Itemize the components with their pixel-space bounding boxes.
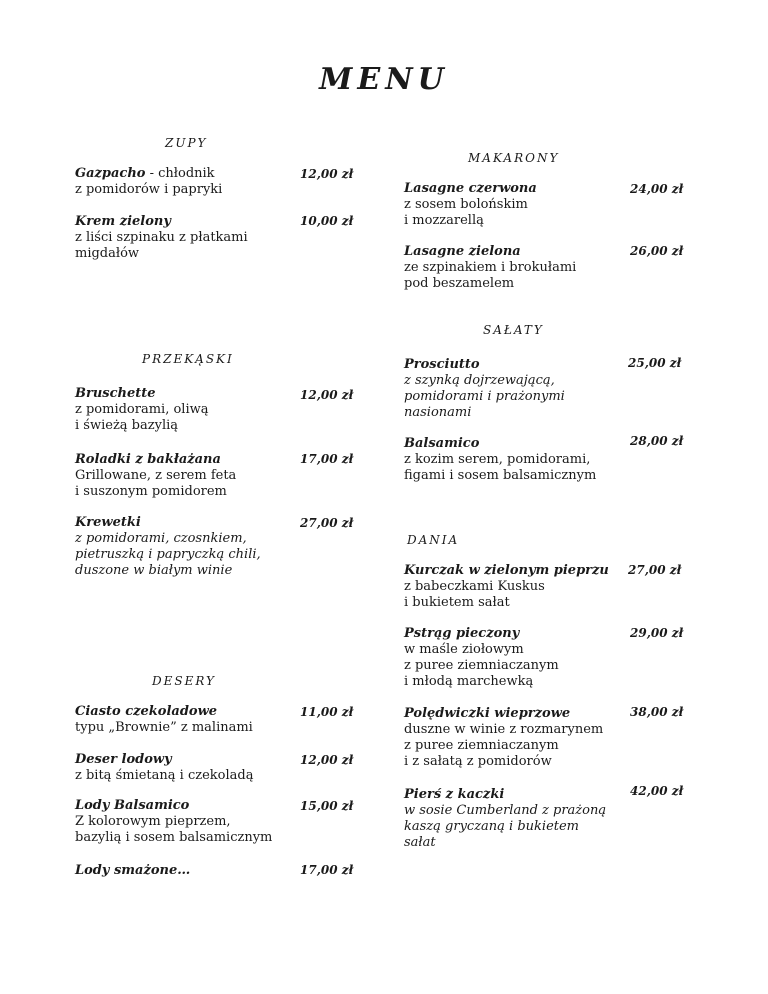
item-price: 11,00 zł xyxy=(300,705,354,719)
item-desc: z liści szpinaku z płatkami xyxy=(75,230,248,245)
item-price: 12,00 zł xyxy=(300,388,354,402)
item-desc: Grillowane, z serem feta xyxy=(75,468,237,483)
item-desc: pietruszką i papryczką chili, xyxy=(75,547,261,562)
item-desc: z puree ziemniaczanym xyxy=(404,738,559,753)
item-price: 15,00 zł xyxy=(300,799,354,813)
menu-item-krewetki xyxy=(75,515,261,579)
item-name: Pierś z kaczki xyxy=(404,787,505,802)
item-desc: kaszą gryczaną i bukietem xyxy=(404,819,580,834)
item-desc: nasionami xyxy=(404,405,472,420)
item-desc: w maśle ziołowym xyxy=(404,642,524,657)
section-header-makarony: MAKARONY xyxy=(468,151,560,165)
item-name: Ciasto czekoladowe xyxy=(75,704,218,719)
item-price: 38,00 zł xyxy=(630,705,684,719)
item-price: 12,00 zł xyxy=(300,167,354,181)
item-price: 17,00 zł xyxy=(300,452,354,466)
menu-item-lasagne-czerwona xyxy=(404,181,537,229)
item-desc: w sosie Cumberland z prażoną xyxy=(404,803,607,818)
menu-item-pstrag xyxy=(404,626,559,690)
menu-item-kurczak xyxy=(404,563,609,611)
item-price: 25,00 zł xyxy=(628,356,682,370)
item-price: 26,00 zł xyxy=(630,244,684,258)
item-desc: z puree ziemniaczanym xyxy=(404,658,559,673)
menu-item-lody-balsamico xyxy=(75,798,272,846)
menu-item-prosciutto xyxy=(404,357,565,421)
menu-item-bruschette xyxy=(75,386,209,434)
item-price: 10,00 zł xyxy=(300,214,354,228)
item-desc: pomidorami i prażonymi xyxy=(404,389,565,404)
item-desc: Z kolorowym pieprzem, xyxy=(75,814,231,829)
item-name: Gazpacho xyxy=(75,166,146,181)
item-name: Prosciutto xyxy=(404,357,480,372)
item-name: Pstrąg pieczony xyxy=(404,626,520,641)
item-name-suffix: - chłodnik xyxy=(145,166,215,181)
section-header-zupy: ZUPY xyxy=(165,136,208,150)
item-price: 12,00 zł xyxy=(300,753,354,767)
menu-item-lasagne-zielona xyxy=(404,244,576,292)
item-price: 29,00 zł xyxy=(630,626,684,640)
item-desc: i suszonym pomidorem xyxy=(75,484,227,499)
item-price: 27,00 zł xyxy=(628,563,682,577)
item-desc: i bukietem sałat xyxy=(404,595,510,610)
item-desc: duszone w białym winie xyxy=(75,563,233,578)
section-header-desery: DESERY xyxy=(152,674,216,688)
menu-item-gazpacho xyxy=(75,166,222,198)
item-desc: typu „Brownie” z malinami xyxy=(75,720,253,735)
item-name: Krem zielony xyxy=(75,214,171,229)
item-desc: z szynką dojrzewającą, xyxy=(404,373,555,388)
item-desc: migdałów xyxy=(75,246,140,261)
item-desc: bazylią i sosem balsamicznym xyxy=(75,830,273,845)
item-desc: duszne w winie z rozmarynem xyxy=(404,722,604,737)
item-desc: figami i sosem balsamicznym xyxy=(404,468,597,483)
menu-item-krem-zielony xyxy=(75,214,248,262)
item-desc: sałat xyxy=(404,835,436,850)
item-desc: i młodą marchewką xyxy=(404,674,534,689)
item-desc: i mozzarellą xyxy=(404,213,484,228)
item-desc: i z sałatą z pomidorów xyxy=(404,754,552,769)
item-name: Krewetki xyxy=(75,515,141,530)
menu-item-poledwiczki xyxy=(404,706,603,770)
item-desc: z babeczkami Kuskus xyxy=(404,579,545,594)
item-name: Deser lodowy xyxy=(75,752,172,767)
item-name: Bruschette xyxy=(75,386,156,401)
item-desc: z sosem bolońskim xyxy=(404,197,528,212)
item-desc: z kozim serem, pomidorami, xyxy=(404,452,591,467)
menu-item-ciasto xyxy=(75,704,253,736)
item-desc: ze szpinakiem i brokułami xyxy=(404,260,577,275)
section-header-salaty: SAŁATY xyxy=(483,323,544,337)
item-price: 42,00 zł xyxy=(630,784,684,798)
menu-title: MENU xyxy=(319,62,449,97)
item-desc: pod beszamelem xyxy=(404,276,515,291)
item-name: Lasagne czerwona xyxy=(404,181,537,196)
item-desc: i świeżą bazylią xyxy=(75,418,179,433)
item-desc: z pomidorami, oliwą xyxy=(75,402,209,417)
section-header-dania: DANIA xyxy=(407,533,460,547)
item-name: Balsamico xyxy=(404,436,480,451)
item-desc: z pomidorów i papryki xyxy=(75,182,223,197)
item-name: Polędwiczki wieprzowe xyxy=(404,706,571,721)
item-price: 17,00 zł xyxy=(300,863,354,877)
item-name: Lody Balsamico xyxy=(75,798,190,813)
item-name: Kurczak w zielonym pieprzu xyxy=(404,563,609,578)
menu-item-piers-z-kaczki xyxy=(404,787,606,851)
menu-item-lody-smazone xyxy=(75,863,190,879)
item-name: Roladki z bakłażana xyxy=(75,452,221,467)
item-price: 24,00 zł xyxy=(630,182,684,196)
item-name: Lasagne zielona xyxy=(404,244,521,259)
item-desc: z pomidorami, czosnkiem, xyxy=(75,531,247,546)
item-name: Lody smażone… xyxy=(75,863,191,878)
menu-item-roladki xyxy=(75,452,236,500)
item-desc: z bitą śmietaną i czekoladą xyxy=(75,768,254,783)
item-price: 27,00 zł xyxy=(300,516,354,530)
item-price: 28,00 zł xyxy=(630,434,684,448)
section-header-przekaski: PRZEKĄSKI xyxy=(142,352,234,366)
menu-item-balsamico xyxy=(404,436,596,484)
menu-item-deser-lodowy xyxy=(75,752,253,784)
